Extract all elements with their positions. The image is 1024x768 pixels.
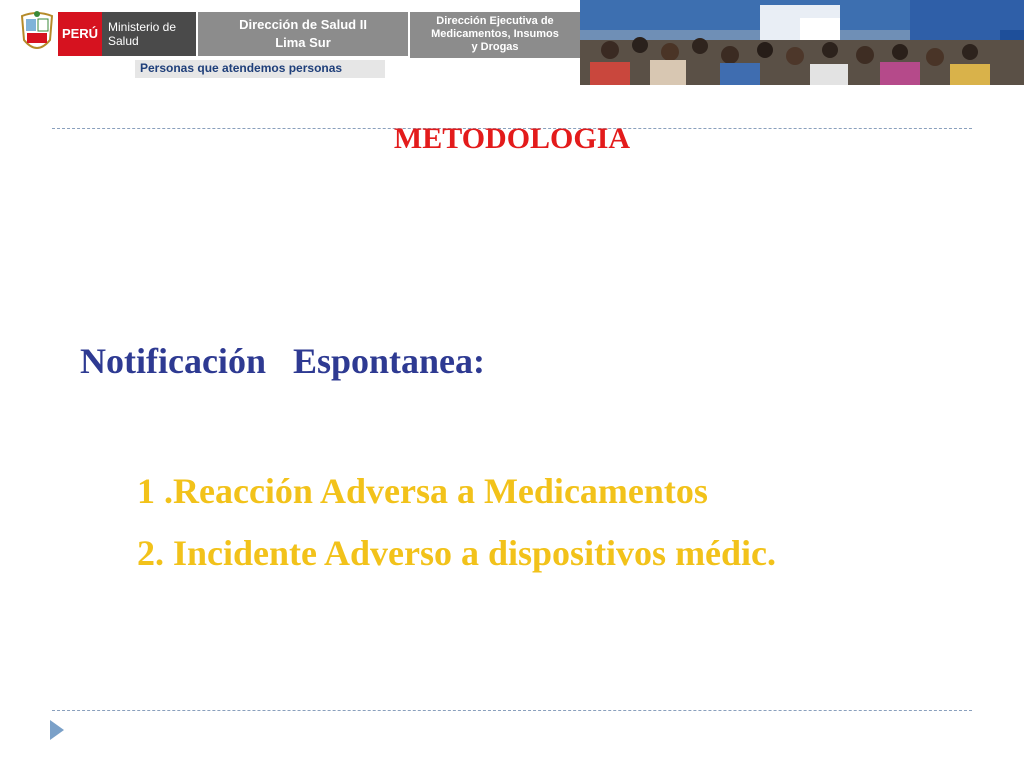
executive-line-2: Medicamentos, Insumos [431,28,559,40]
section-heading: Notificación Espontanea: [80,341,485,381]
ministry-label: Ministerio de Salud [102,12,196,56]
next-arrow-icon[interactable] [50,720,64,740]
slide-title: METODOLOGIA [393,122,631,155]
list-item: 1 .Reacción Adversa a Medicamentos [137,471,708,511]
header-banner [0,0,1024,85]
direction-line-2: Lima Sur [275,35,331,50]
executive-line-1: Dirección Ejecutiva de [436,15,554,27]
direction-line-1: Dirección de Salud II [239,17,367,32]
national-crest-icon [18,10,56,58]
executive-direction-block [410,12,580,58]
crowd-photo [580,0,1024,85]
peru-label: PERÚ [58,12,102,56]
executive-line-3: y Drogas [471,41,519,53]
direction-block [198,12,408,56]
slogan: Personas que atendemos personas [140,61,343,75]
list-item: 2. Incidente Adverso a dispositivos médic. [137,533,777,573]
bottom-divider [52,710,972,711]
